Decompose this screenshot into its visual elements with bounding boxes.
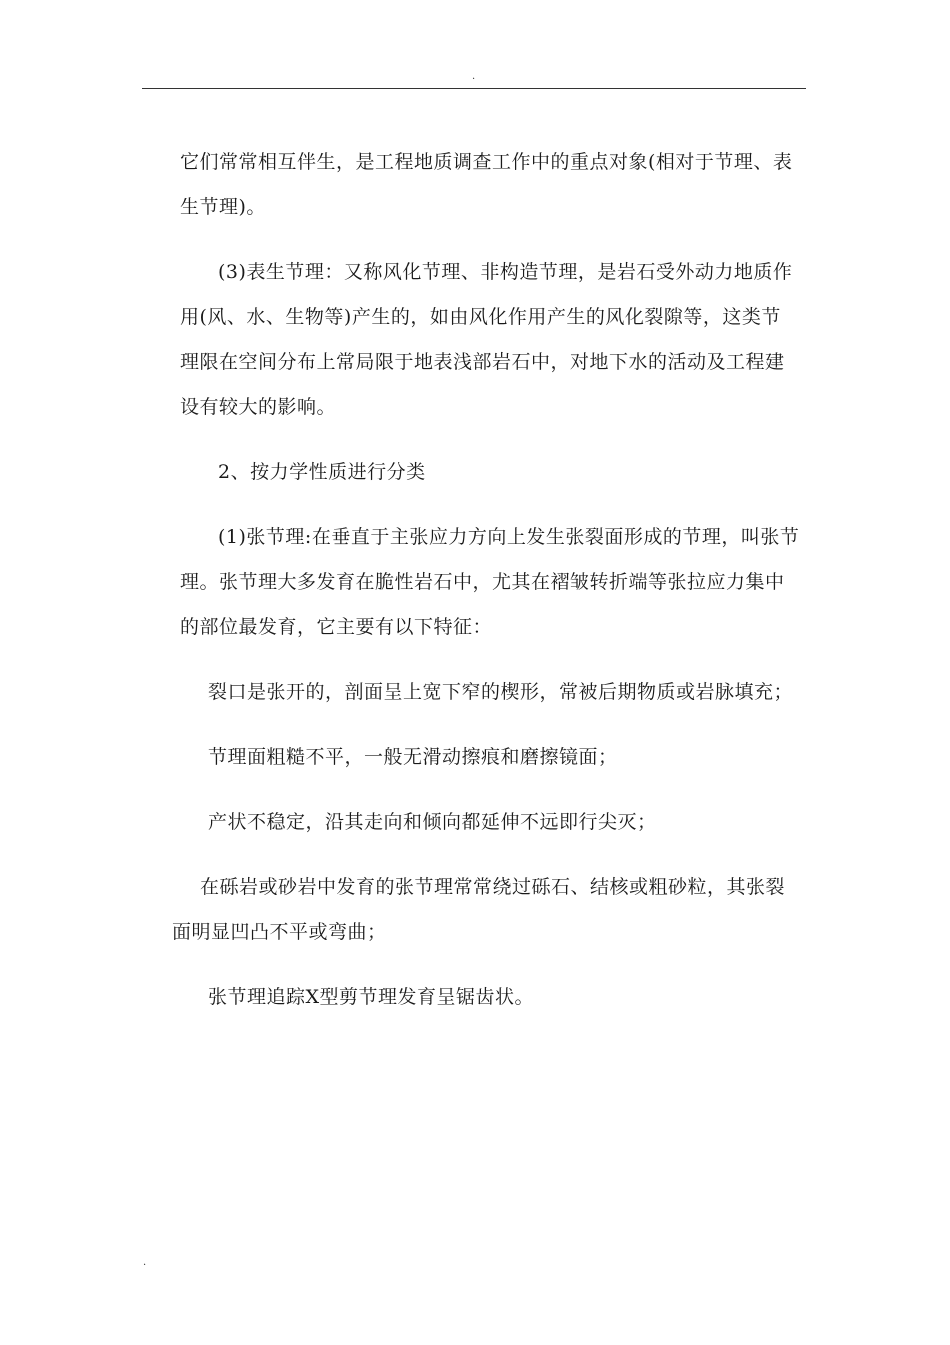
header-dot: .	[472, 71, 476, 82]
section-heading-mechanical-classification: 2、按力学性质进行分类	[218, 461, 426, 483]
feature-item-3: 产状不稳定，沿其走向和倾向都延伸不远即行尖灭；	[208, 811, 657, 833]
feature-item-4: 在砾岩或砂岩中发育的张节理常常绕过砾石、结核或粗砂粒，其张裂面明显凹凸不平或弯曲；	[172, 876, 786, 943]
footer-dot: .	[143, 1257, 147, 1268]
header-rule	[142, 88, 806, 89]
feature-item-5: 张节理追踪X型剪节理发育呈锯齿状。	[208, 986, 535, 1008]
feature-item-1: 裂口是张开的，剖面呈上宽下窄的楔形，常被后期物质或岩脉填充；	[208, 681, 794, 703]
paragraph-tension-joints: (1)张节理:在垂直于主张应力方向上发生张裂面形成的节理，叫张节理。张节理大多发育在脆性岩石中，尤其在褶皱转折端等张拉应力集中的部位最发育，它主要有以下特征：	[180, 526, 800, 638]
feature-item-2: 节理面粗糙不平，一般无滑动擦痕和磨擦镜面；	[208, 746, 618, 768]
paragraph-continuation: 它们常常相互伴生，是工程地质调查工作中的重点对象(相对于节理、表生节理)。	[180, 151, 793, 218]
document-body	[172, 140, 800, 1040]
paragraph-surface-joints: (3)表生节理：又称风化节理、非构造节理，是岩石受外动力地质作用(风、水、生物等)产生的，如由风化作用产生的风化裂隙等，这类节理限在空间分布上常局限于地表浅部岩石中，对地下水的活动及工程建设有较大的影响。	[180, 261, 793, 418]
